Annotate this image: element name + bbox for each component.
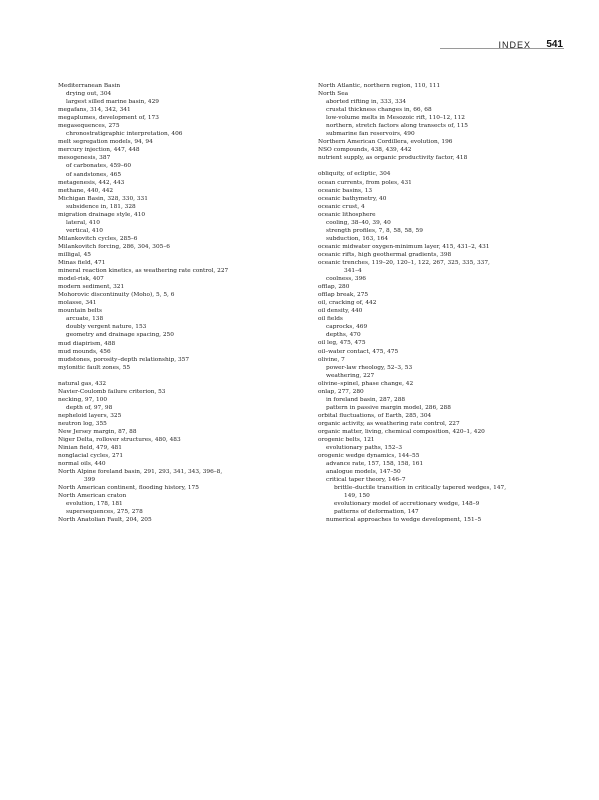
index-entry: mountain belts <box>58 308 102 315</box>
index-subentry: largest silled marine basin, 429 <box>66 99 159 106</box>
index-column-left <box>58 82 294 525</box>
index-entry-continuation: 341–4 <box>344 268 362 275</box>
index-entry: ocean currents, from poles, 431 <box>318 179 412 186</box>
index-entry: NSO compounds, 438, 439, 442 <box>318 147 412 154</box>
letter-group-gap <box>58 372 294 380</box>
index-entry: nutrient supply, as organic productivity factor, 418 <box>318 155 468 162</box>
index-entry: mercury injection, 447, 448 <box>58 147 140 154</box>
index-entry: necking, 97, 100 <box>58 396 108 403</box>
index-entry: Niger Delta, rollover structures, 480, 483 <box>58 437 181 444</box>
index-entry: mylonitic fault zones, 55 <box>58 364 131 371</box>
index-entry: obliquity, of ecliptic, 304 <box>318 171 391 178</box>
index-entry: orbital fluctuations, of Earth, 285, 304 <box>318 412 432 419</box>
index-subentry: northern, stretch factors along transects of, 115 <box>326 123 468 130</box>
index-entry-continuation: 149, 150 <box>344 493 370 500</box>
index-subentry: low-volume melts in Mesozoic rift, 110–12, 112 <box>326 115 465 122</box>
index-subentry: of carbonates, 459–60 <box>66 163 132 170</box>
index-entry: North Alpine foreland basin, 291, 293, 341, 343, 396–8, <box>58 469 223 476</box>
index-entry: Milankovitch forcing, 286, 304, 305–6 <box>58 243 170 250</box>
index-entry: Northern American Cordillera, evolution, 196 <box>318 139 453 146</box>
index-entry: offlap break, 275 <box>318 292 369 299</box>
index-subentry: caprocks, 469 <box>326 324 368 331</box>
index-entry: oil fields <box>318 316 343 323</box>
index-entry: oceanic trenches, 119–20, 120–1, 122, 267, 325, 335, 337, <box>318 259 490 266</box>
index-entry: methane, 440, 442 <box>58 187 114 194</box>
index-entry: milligal, 45 <box>58 251 91 258</box>
index-entry: natural gas, 432 <box>58 380 107 387</box>
index-entry: megafans, 314, 342, 341 <box>58 107 131 114</box>
index-entry: orogenic belts, 121 <box>318 437 375 444</box>
index-entry: migration drainage style, 410 <box>58 211 146 218</box>
index-entry: Michigan Basin, 328, 330, 331 <box>58 195 148 202</box>
index-entry: megaplumes, development of, 173 <box>58 115 159 122</box>
index-entry: mineral reaction kinetics, as weathering rate control, 227 <box>58 268 229 275</box>
index-subentry: supersequences, 275, 278 <box>66 509 143 516</box>
index-entry: normal oils, 440 <box>58 461 106 468</box>
index-entry: olivine, 7 <box>318 356 345 363</box>
index-entry: megasequences, 275 <box>58 123 120 130</box>
index-subentry: patterns of deformation, 147 <box>334 509 419 516</box>
index-entry: Navier-Coulomb failure criterion, 53 <box>58 388 166 395</box>
index-subentry: subduction, 163, 164 <box>326 235 389 242</box>
index-entry: oil, cracking of, 442 <box>318 300 377 307</box>
index-entry: oceanic bathymetry, 40 <box>318 195 387 202</box>
index-entry: oceanic crust, 4 <box>318 203 365 210</box>
index-entry: mud mounds, 456 <box>58 348 111 355</box>
index-subentry: weathering, 227 <box>326 372 375 379</box>
index-column-right <box>318 82 554 525</box>
index-entry: New Jersey margin, 87, 88 <box>58 428 137 435</box>
index-entry: molasse, 341 <box>58 300 97 307</box>
index-entry: oceanic rifts, high geothermal gradients, 398 <box>318 251 452 258</box>
index-entry: North American craton <box>58 493 127 500</box>
index-subentry: subsidence in, 181, 328 <box>66 203 136 210</box>
index-entry: orogenic wedge dynamics, 144–55 <box>318 453 420 460</box>
running-header <box>0 38 599 58</box>
index-entry: mud diapirism, 488 <box>58 340 116 347</box>
index-entry: neutron log, 355 <box>58 420 107 427</box>
index-subentry: evolution, 178, 181 <box>66 501 123 508</box>
index-entry: mesogenesis, 387 <box>58 155 111 162</box>
section-title: INDEX <box>498 40 531 50</box>
index-entry: North Sea <box>318 91 349 98</box>
index-entry: Ninian field, 479, 481 <box>58 445 122 452</box>
index-subentry: aborted rifting in, 333, 334 <box>326 99 407 106</box>
index-entry: melt segregation models, 94, 94 <box>58 139 153 146</box>
index-entry: North Atlantic, northern region, 110, 111 <box>318 83 441 89</box>
index-entry: oil–water contact, 475, 475 <box>318 348 399 355</box>
index-entry: oil leg, 475, 475 <box>318 340 366 347</box>
index-entry: mudstones, porosity–depth relationship, 357 <box>58 356 190 363</box>
index-subentry: advance rate, 157, 158, 158, 161 <box>326 461 424 468</box>
page-number: 541 <box>546 39 563 50</box>
index-subentry: lateral, 410 <box>66 219 100 226</box>
index-subentry: drying out, 304 <box>66 91 112 98</box>
index-subentry: cooling, 38–40, 39, 40 <box>326 219 391 226</box>
index-entry: nepheloid layers, 325 <box>58 412 122 419</box>
index-entry: Minas field, 471 <box>58 260 106 267</box>
letter-group-gap <box>318 162 554 170</box>
index-subentry: pattern in passive margin model, 286, 288 <box>326 404 451 411</box>
index-subentry: chronostratigraphic interpretation, 406 <box>66 131 183 138</box>
index-subentry: evolutionary model of accretionary wedge, 148–9 <box>334 501 480 508</box>
index-entry: North American continent, flooding history, 175 <box>58 485 199 492</box>
index-entry: Milankovitch cycles, 285–6 <box>58 235 138 242</box>
index-subentry: in foreland basin, 287, 288 <box>326 396 406 403</box>
index-entry: model-risk, 407 <box>58 276 104 283</box>
index-entry: olivine–spinel, phase change, 42 <box>318 380 414 387</box>
index-entry: oceanic midwater oxygen-minimum layer, 415, 431–2, 431 <box>318 243 490 250</box>
index-entry: nonglacial cycles, 271 <box>58 453 124 460</box>
index-subentry: geometry and drainage spacing, 250 <box>66 332 174 339</box>
index-subentry: evolutionary paths, 152–3 <box>326 445 403 452</box>
index-subentry: numerical approaches to wedge development, 151–5 <box>326 517 482 524</box>
index-entry: oil density, 440 <box>318 308 363 315</box>
index-subentry: analogue models, 147–50 <box>326 469 401 476</box>
index-entry: organic activity, as weathering rate control, 227 <box>318 420 460 427</box>
index-entry: organic matter, living, chemical composition, 420–1, 420 <box>318 428 485 435</box>
index-subentry: arcuate, 138 <box>66 316 104 323</box>
index-entry: Mohorovic discontinuity (Moho), 5, 5, 6 <box>58 292 175 299</box>
index-entry: metagenesis, 442, 443 <box>58 179 125 186</box>
index-entry: Mediterranean Basin <box>58 83 121 89</box>
index-entry: modern sediment, 321 <box>58 284 125 291</box>
index-subentry: coolness, 396 <box>326 276 366 283</box>
index-entry: North Anatolian Fault, 204, 205 <box>58 517 152 524</box>
index-subentry: doubly vergent nature, 153 <box>66 324 147 331</box>
index-subentry: power-law rheology, 52–3, 53 <box>326 364 413 371</box>
index-subentry: crustal thickness changes in, 66, 68 <box>326 107 432 114</box>
index-subentry: of sandstones, 465 <box>66 171 122 178</box>
index-entry-continuation: 399 <box>84 477 96 484</box>
index-entry: oceanic basins, 13 <box>318 187 373 194</box>
index-subentry: submarine fan reservoirs, 490 <box>326 131 415 138</box>
index-subentry: brittle–ductile transition in critically tapered wedges, 147, <box>334 485 507 492</box>
index-entry: offlap, 280 <box>318 284 350 291</box>
index-subentry: critical taper theory, 146–7 <box>326 477 406 484</box>
index-entry: oceanic lithosphere <box>318 211 376 218</box>
index-entry: onlap, 277, 280 <box>318 388 364 395</box>
index-subentry: vertical, 410 <box>66 227 103 234</box>
index-subentry: depth of, 97, 98 <box>66 404 113 411</box>
index-subentry: depths, 470 <box>326 332 361 339</box>
index-subentry: strength profiles, 7, 8, 58, 58, 59 <box>326 227 423 234</box>
